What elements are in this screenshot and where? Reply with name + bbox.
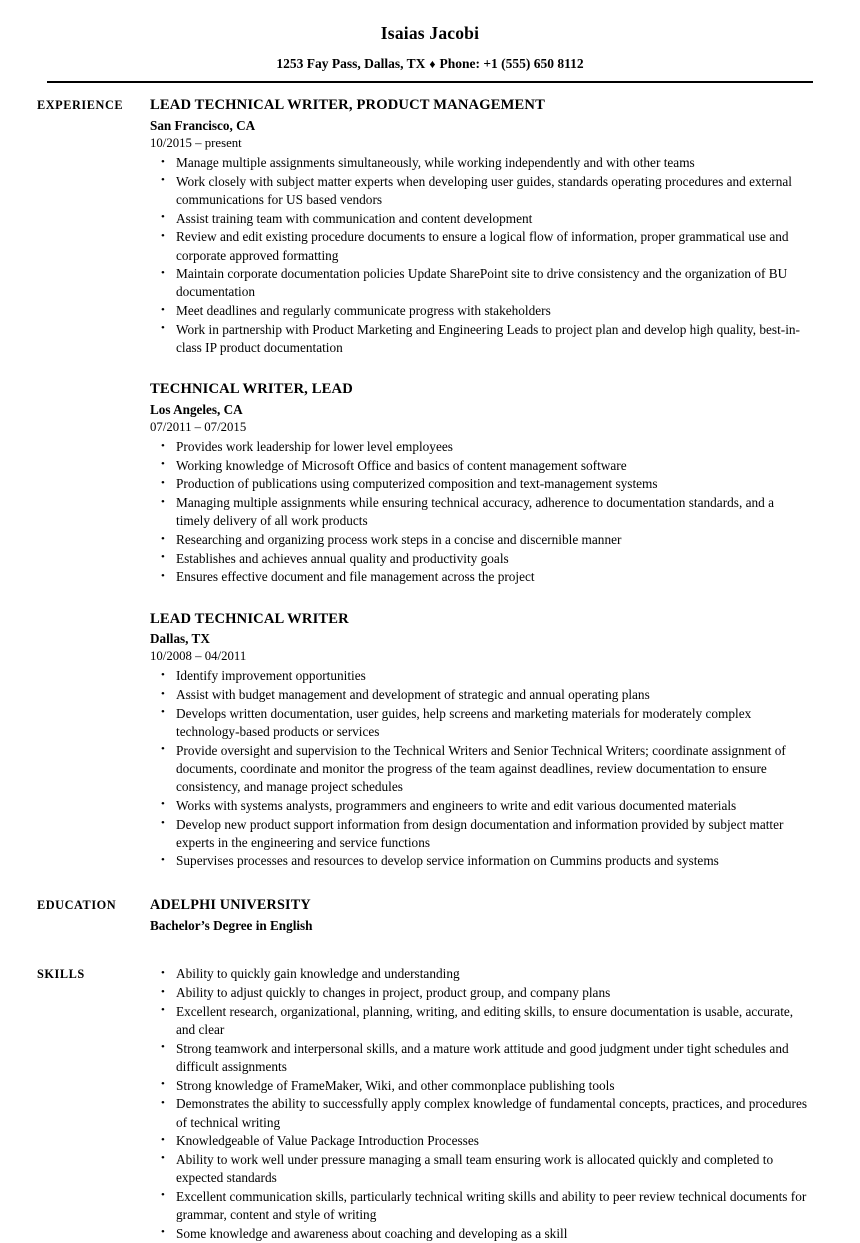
experience-entry bbox=[150, 381, 810, 586]
education-school: ADELPHI UNIVERSITY bbox=[150, 897, 311, 914]
bullet-item: • Supervises processes and resources to develop service information on Cummins products and systems bbox=[150, 852, 810, 870]
experience-entry bbox=[150, 97, 810, 357]
bullet-item: • Provides work leadership for lower level employees bbox=[150, 438, 810, 456]
job-bullet-list bbox=[150, 438, 810, 587]
bullet-item: • Manage multiple assignments simultaneously, while working independently and with other teams bbox=[150, 154, 810, 172]
diamond-separator-icon: ♦ bbox=[429, 57, 436, 72]
skills-body bbox=[150, 965, 810, 1243]
job-bullet-list bbox=[150, 154, 810, 357]
job-title: LEAD TECHNICAL WRITER, PRODUCT MANAGEMENT bbox=[150, 97, 545, 114]
candidate-address: 1253 Fay Pass, Dallas, TX bbox=[276, 56, 426, 72]
bullet-item: • Work closely with subject matter experts when developing user guides, standards operating procedures and external communications for US based vendors bbox=[150, 173, 810, 209]
education-entry bbox=[150, 897, 810, 934]
bullet-item: • Some knowledge and awareness about coaching and developing as a skill bbox=[150, 1225, 810, 1243]
section-label-skills: SKILLS bbox=[37, 967, 85, 982]
resume-header bbox=[0, 0, 860, 83]
job-location: Los Angeles, CA bbox=[150, 402, 243, 418]
bullet-item: • Provide oversight and supervision to the Technical Writers and Senior Technical Writers; coordinate assignment of documents, coordinate and monitor the progress of the team against deadlines, review documentation to ensure consistency, and manage project schedules bbox=[150, 742, 810, 797]
bullet-item: • Meet deadlines and regularly communicate progress with stakeholders bbox=[150, 302, 810, 320]
section-label-education: EDUCATION bbox=[37, 898, 117, 913]
bullet-item: • Develop new product support information from design documentation and information provided by subject matter experts in the engineering and service functions bbox=[150, 816, 810, 852]
bullet-item: • Excellent research, organizational, planning, writing, and editing skills, to ensure documentation is usable, accurate, and clear bbox=[150, 1003, 810, 1039]
skills-bullet-list bbox=[150, 965, 810, 1243]
job-title: TECHNICAL WRITER, LEAD bbox=[150, 381, 353, 398]
education-section bbox=[0, 897, 860, 934]
job-location: San Francisco, CA bbox=[150, 118, 256, 134]
job-dates: 10/2008 – 04/2011 bbox=[150, 649, 247, 664]
education-degree: Bachelor’s Degree in English bbox=[150, 917, 313, 933]
bullet-item: • Production of publications using computerized composition and text-management systems bbox=[150, 475, 810, 493]
bullet-item: • Establishes and achieves annual quality and productivity goals bbox=[150, 550, 810, 568]
bullet-item: • Assist with budget management and development of strategic and annual operating plans bbox=[150, 686, 810, 704]
bullet-item: • Managing multiple assignments while ensuring technical accuracy, adherence to documentation standards, and a timely delivery of all work products bbox=[150, 494, 810, 530]
skills-section bbox=[0, 965, 860, 1243]
bullet-item: • Identify improvement opportunities bbox=[150, 667, 810, 685]
bullet-item: • Works with systems analysts, programmers and engineers to write and edit various documented materials bbox=[150, 797, 810, 815]
education-body bbox=[150, 897, 810, 934]
bullet-item: • Strong teamwork and interpersonal skills, and a mature work attitude and good judgment under tight schedules and difficult assignments bbox=[150, 1040, 810, 1076]
candidate-contact-line bbox=[0, 57, 860, 72]
bullet-item: • Maintain corporate documentation policies Update SharePoint site to drive consistency and the organization of BU documentation bbox=[150, 265, 810, 301]
job-title: LEAD TECHNICAL WRITER bbox=[150, 610, 349, 627]
bullet-item: • Work in partnership with Product Marketing and Engineering Leads to project plan and develop high quality, best-in-class IP product documentation bbox=[150, 321, 810, 357]
bullet-item: • Knowledgeable of Value Package Introduction Processes bbox=[150, 1132, 810, 1150]
experience-entry bbox=[150, 611, 810, 871]
job-dates: 07/2011 – 07/2015 bbox=[150, 419, 247, 434]
section-label-experience: EXPERIENCE bbox=[37, 98, 124, 113]
candidate-phone: Phone: +1 (555) 650 8112 bbox=[439, 56, 584, 72]
bullet-item: • Ensures effective document and file management across the project bbox=[150, 568, 810, 586]
bullet-item: • Ability to quickly gain knowledge and understanding bbox=[150, 965, 810, 983]
bullet-item: • Ability to adjust quickly to changes in project, product group, and company plans bbox=[150, 984, 810, 1002]
bullet-item: • Strong knowledge of FrameMaker, Wiki, and other commonplace publishing tools bbox=[150, 1077, 810, 1095]
bullet-item: • Researching and organizing process work steps in a concise and discernible manner bbox=[150, 531, 810, 549]
experience-section bbox=[0, 97, 860, 871]
experience-body bbox=[150, 97, 810, 871]
bullet-item: • Demonstrates the ability to successfully apply complex knowledge of fundamental concepts, practices, and procedures of technical writing bbox=[150, 1095, 810, 1131]
bullet-item: • Review and edit existing procedure documents to ensure a logical flow of information, proper grammatical use and corporate approved formatting bbox=[150, 228, 810, 264]
bullet-item: • Develops written documentation, user guides, help screens and marketing materials for moderately complex technology-based products or services bbox=[150, 705, 810, 741]
bullet-item: • Ability to work well under pressure managing a small team ensuring work is allocated quickly and completed to expected standards bbox=[150, 1151, 810, 1187]
job-location: Dallas, TX bbox=[150, 631, 210, 647]
bullet-item: • Working knowledge of Microsoft Office and basics of content management software bbox=[150, 457, 810, 475]
bullet-item: • Assist training team with communication and content development bbox=[150, 210, 810, 228]
candidate-name: Isaias Jacobi bbox=[380, 23, 480, 43]
header-divider bbox=[47, 81, 813, 83]
job-bullet-list bbox=[150, 667, 810, 870]
bullet-item: • Excellent communication skills, particularly technical writing skills and ability to peer review technical documents for grammar, content and style of writing bbox=[150, 1188, 810, 1224]
job-dates: 10/2015 – present bbox=[150, 135, 242, 150]
